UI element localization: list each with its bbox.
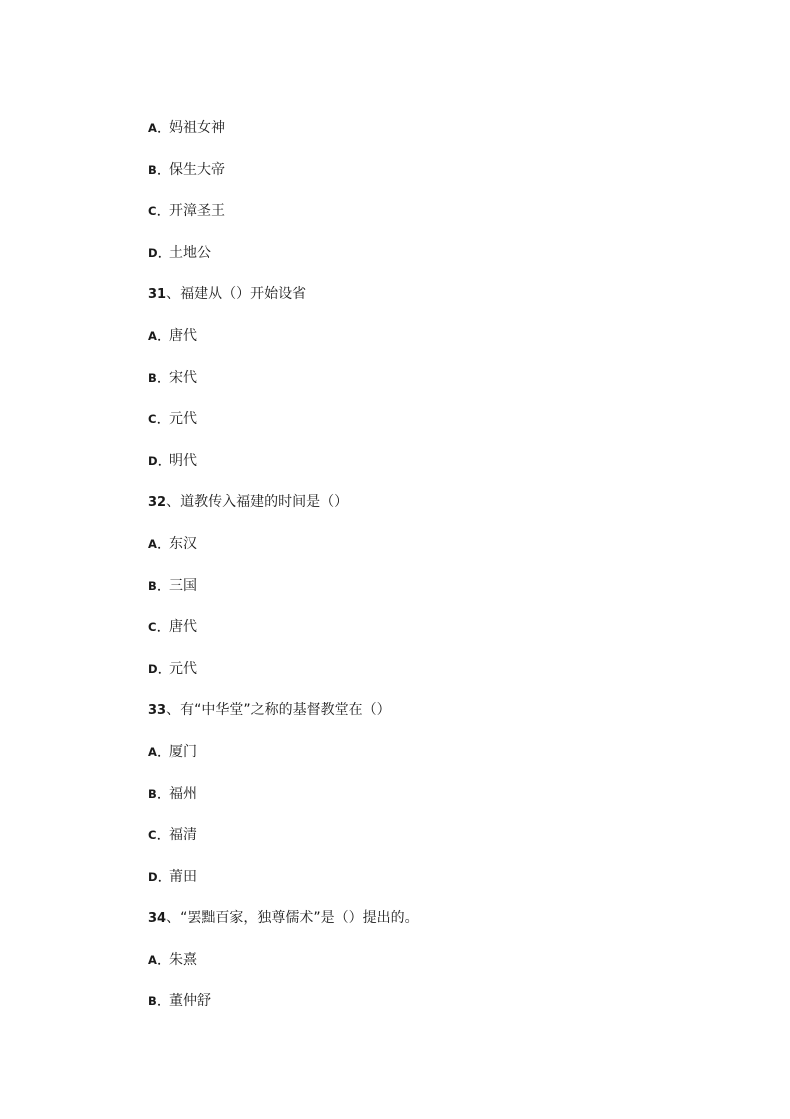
answer-option <box>148 742 748 784</box>
option-text: 三国 <box>169 577 197 594</box>
option-letter: B． <box>148 162 170 177</box>
option-text: 明代 <box>169 452 197 469</box>
answer-option <box>148 534 748 576</box>
answer-option <box>148 160 748 202</box>
option-letter: B． <box>148 370 170 385</box>
option-text: 厦门 <box>169 743 197 760</box>
option-text: 宋代 <box>169 369 197 386</box>
option-letter: C． <box>148 412 169 427</box>
option-text: 唐代 <box>169 619 197 636</box>
question-text: 、有“中华堂”之称的基督教堂在（） <box>166 702 391 719</box>
option-text: 董仲舒 <box>169 993 211 1010</box>
question-number: 31 <box>148 287 167 303</box>
option-letter: B． <box>148 994 170 1009</box>
option-letter: A． <box>148 744 170 759</box>
answer-option <box>148 784 748 826</box>
option-letter: C． <box>148 204 169 219</box>
question-text: 、福建从（）开始设省 <box>166 286 307 303</box>
question-number: 33 <box>148 703 167 719</box>
option-letter: A． <box>148 121 170 135</box>
option-letter: B． <box>148 578 170 593</box>
option-text: 唐代 <box>169 327 197 344</box>
answer-option <box>148 617 748 659</box>
option-text: 土地公 <box>169 244 211 261</box>
answer-option <box>148 368 748 410</box>
option-letter: A． <box>148 536 170 551</box>
option-letter: B． <box>148 786 170 801</box>
answer-option <box>148 825 748 867</box>
option-letter: D． <box>148 661 171 676</box>
option-letter: C． <box>148 828 169 843</box>
option-letter: D． <box>148 453 171 468</box>
answer-option <box>148 201 748 243</box>
option-letter: A． <box>148 952 170 967</box>
option-text: 福清 <box>169 827 197 844</box>
option-text: 妈祖女神 <box>169 120 225 136</box>
answer-option <box>148 576 748 618</box>
option-text: 开漳圣王 <box>169 203 225 220</box>
question-text: 、道教传入福建的时间是（） <box>166 494 349 511</box>
option-text: 朱熹 <box>169 951 197 968</box>
option-text: 福州 <box>169 785 197 802</box>
option-text: 元代 <box>169 411 197 428</box>
answer-option <box>148 326 748 368</box>
option-letter: D． <box>148 245 171 260</box>
answer-option <box>148 409 748 451</box>
answer-option <box>148 451 748 493</box>
question-stem <box>148 908 748 950</box>
option-letter: C． <box>148 620 169 635</box>
answer-option <box>148 950 748 992</box>
answer-option <box>148 243 748 285</box>
answer-option <box>148 867 748 909</box>
answer-option <box>148 659 748 701</box>
answer-option <box>148 118 748 160</box>
option-text: 保生大帝 <box>169 161 225 178</box>
question-number: 34 <box>148 911 167 927</box>
question-stem <box>148 284 748 326</box>
answer-option <box>148 991 748 1033</box>
option-text: 元代 <box>169 660 197 677</box>
question-stem <box>148 700 748 742</box>
document-page <box>148 118 748 1033</box>
option-letter: D． <box>148 869 171 884</box>
option-text: 莆田 <box>169 868 197 885</box>
question-text: 、“罢黜百家，独尊儒术”是（）提出的。 <box>166 910 419 927</box>
question-stem <box>148 492 748 534</box>
option-text: 东汉 <box>169 535 197 552</box>
option-letter: A． <box>148 328 170 343</box>
question-number: 32 <box>148 495 167 511</box>
